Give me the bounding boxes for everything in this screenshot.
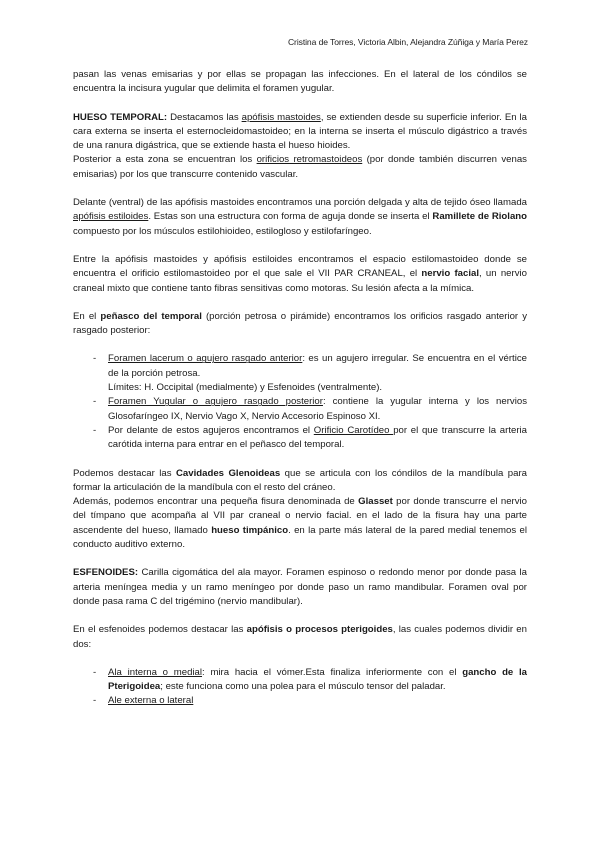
term-foramen-lacerum: Foramen lacerum o agujero rasgado anterior <box>108 353 303 365</box>
paragraph-pterigoides: En el esfenoides podemos destacar las apófisis o procesos pterigoides, las cuales podemos dividir en dos: <box>73 624 527 650</box>
term-penasco-temporal: peñasco del temporal <box>100 310 202 322</box>
list-item: - Foramen lacerum o agujero rasgado anterior: es un agujero irregular. Se encuentra en el vértice de la porción petrosa. <box>73 352 527 381</box>
term-ramillete-riolano: Ramillete de Riolano <box>432 211 528 223</box>
list-item: - Ala interna o medial: mira hacia el vómer.Esta finaliza inferiormente con el gancho de la Pterigoidea; este funciona como una polea para el músculo tensor del paladar. <box>73 666 527 695</box>
term-nervio-facial: nervio facial <box>421 268 479 280</box>
heading-esfenoides: ESFENOIDES: <box>73 567 139 579</box>
list-item: - Foramen Yugular o agujero rasgado posterior: contiene la yugular interna y los nervios Glosofaríngeo IX, Nervio Vago X, Nervio Accesorio Espinoso XI. <box>73 395 527 424</box>
paragraph-retromastoideos: Posterior a esta zona se encuentran los orificios retromastoideos (por donde también discurren venas emisarias) por los que transcurre contenido vascular. <box>73 154 527 180</box>
term-orificios-retromastoideos: orificios retromastoideos <box>256 154 363 166</box>
list-item: - Por delante de estos agujeros encontramos el Orificio Carotídeo por el que transcurre la arteria carótida interna para entrar en el peñasco del temporal. <box>73 424 527 453</box>
list-item <box>73 694 527 708</box>
paragraph-penasco: En el peñasco del temporal (porción petrosa o pirámide) encontramos los orificios rasgado anterior y rasgado posterior: <box>73 310 527 337</box>
term-apofisis-mastoides: apófisis mastoides <box>241 111 321 123</box>
term-cavidades-glenoideas: Cavidades Glenoideas <box>176 467 281 479</box>
paragraph-emisarias: pasan las venas emisarias y por ellas se propagan las infecciones. En el lateral de los cóndilos se encuentra la incisura yugular que delimita el foramen yugular. <box>73 69 527 95</box>
list-orificios-rasgados <box>73 352 527 452</box>
term-orificio-carotideo: Orificio Carotídeo <box>313 424 394 436</box>
term-gancho-pterigoidea: gancho de la Pterigoidea <box>108 666 528 693</box>
paragraph-estilomastoideo: Entre la apófisis mastoides y apófisis estiloides encontramos el espacio estilomastoideo donde se encuentra el orificio estilomastoideo por el que sale el VII PAR CRANEAL, el nervio facial, un nervio craneal mixto que contiene tanto fibras sensitivas como motoras. Su lesión afecta a la mímica. <box>73 253 527 294</box>
term-foramen-yugular: Foramen Yugular o agujero rasgado posterior <box>108 396 323 408</box>
heading-hueso-temporal: HUESO TEMPORAL: <box>73 111 168 123</box>
paragraph-glasset: Además, podemos encontrar una pequeña fisura denominada de Glasset por donde transcurre el nervio del tímpano que acompaña al VII par craneal o nervio facial. en el lado de la fisura hay una parte ascendente del hueso, llamado hueso timpánico. en la parte más lateral de la pared medial tenemos el conducto auditivo externo. <box>73 496 528 551</box>
paragraph-estiloides: Delante (ventral) de las apófisis mastoides encontramos una porción delgada y alta de tejido óseo llamada apófisis estiloides. Estas son una estructura con forma de aguja donde se inserta el Ramillete de Riolano compuesto por los músculos estilohioideo, estilogloso y estilofaríngeo. <box>73 197 528 237</box>
term-apofisis-estiloides: apófisis estiloides <box>73 211 149 223</box>
paragraph-cavidades-glenoideas: Podemos destacar las Cavidades Glenoideas que se articula con los cóndilos de la mandíbula para formar la articulación de la mandíbula con el resto del cráneo. <box>73 467 528 493</box>
term-hueso-timpanico: hueso timpánico <box>211 524 289 536</box>
list-item-limits: Límites: H. Occipital (medialmente) y Esfenoides (ventralmente). <box>108 382 383 394</box>
list-alas-pterigoides <box>73 666 527 709</box>
page-header-authors: Cristina de Torres, Victoria Albin, Alejandra Zúñiga y María Perez <box>287 37 528 47</box>
term-ala-interna: Ala interna o medial <box>108 666 203 678</box>
term-ala-externa: Ale externa o lateral <box>108 695 194 707</box>
document-body <box>73 68 527 709</box>
paragraph-hueso-temporal: HUESO TEMPORAL: Destacamos las apófisis mastoides, se extienden desde su superficie inferior. En la cara externa se inserta el esternocleidomastoideo; en la interna se inserta el músculo digástrico a través de una ranura digástrica, que se extiende hasta el hueso hioides. <box>73 111 527 152</box>
term-glasset: Glasset <box>358 496 393 508</box>
term-apofisis-pterigoides: apófisis o procesos pterigoides <box>246 624 393 636</box>
paragraph-esfenoides: ESFENOIDES: Carilla cigomática del ala mayor. Foramen espinoso o redondo menor por donde pasa la arteria meníngea media y un ramo meníngeo por donde paso un ramo mandibular. Foramen oval por donde pasa rama C del trigémino (nervio mandibular). <box>73 567 527 607</box>
